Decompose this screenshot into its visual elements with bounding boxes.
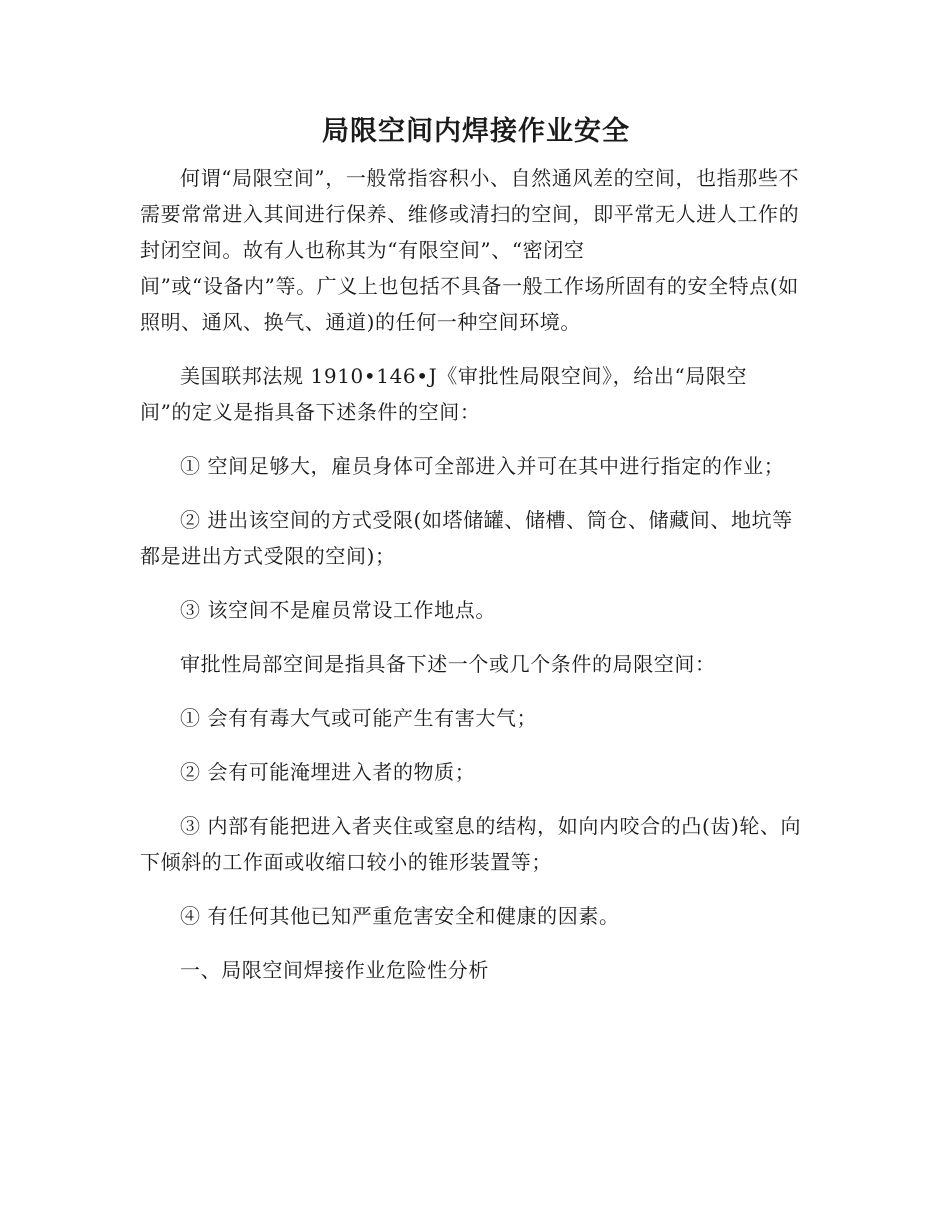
section-heading-hazard-analysis: 一、局限空间焊接作业危险性分析 [180, 958, 489, 982]
paragraph-condition-3: ③ 该空间不是雇员常设工作地点。 [180, 598, 496, 622]
paragraph-permit-condition-4: ④ 有任何其他已知严重危害安全和健康的因素。 [180, 904, 620, 928]
paragraph-definition: 何谓“局限空间”，一般常指容积小、自然通风差的空间，也指那些不需要常常进入其间进行保养、维修或清扫的空间，即平常无人进人工作的封闭空间。故有人也称其为“有限空间”、“密闭空 间”或“设备内”等。广义上也包括不具备一般工作场所固有的安全特点(如照明、通风、换气、通道)的任何一种空间环境。 [140, 166, 800, 334]
document-title: 局限空间内焊接作业安全 [322, 116, 630, 147]
document-page [140, 108, 812, 1006]
paragraph-condition-1: ① 空间足够大，雇员身体可全部进入并可在其中进行指定的作业； [180, 454, 785, 478]
paragraph-permit-condition-1: ① 会有有毒大气或可能产生有害大气； [180, 706, 538, 730]
paragraph-us-regulation: 美国联邦法规 1910•146•J《审批性局限空间》，给出“局限空 间”的定义是指具备下述条件的空间： [140, 364, 748, 424]
paragraph-permit-condition-2: ② 会有可能淹埋进入者的物质； [180, 760, 476, 784]
paragraph-permit-space-intro: 审批性局部空间是指具备下述一个或几个条件的局限空间： [180, 652, 716, 676]
paragraph-permit-condition-3: ③ 内部有能把进入者夹住或窒息的结构，如向内咬合的凸(齿)轮、向下倾斜的工作面或收缩口较小的锥形装置等； [140, 814, 802, 874]
paragraph-condition-2: ② 进出该空间的方式受限(如塔储罐、储槽、筒仓、储藏间、地坑等都是进出方式受限的空间)； [140, 508, 793, 568]
